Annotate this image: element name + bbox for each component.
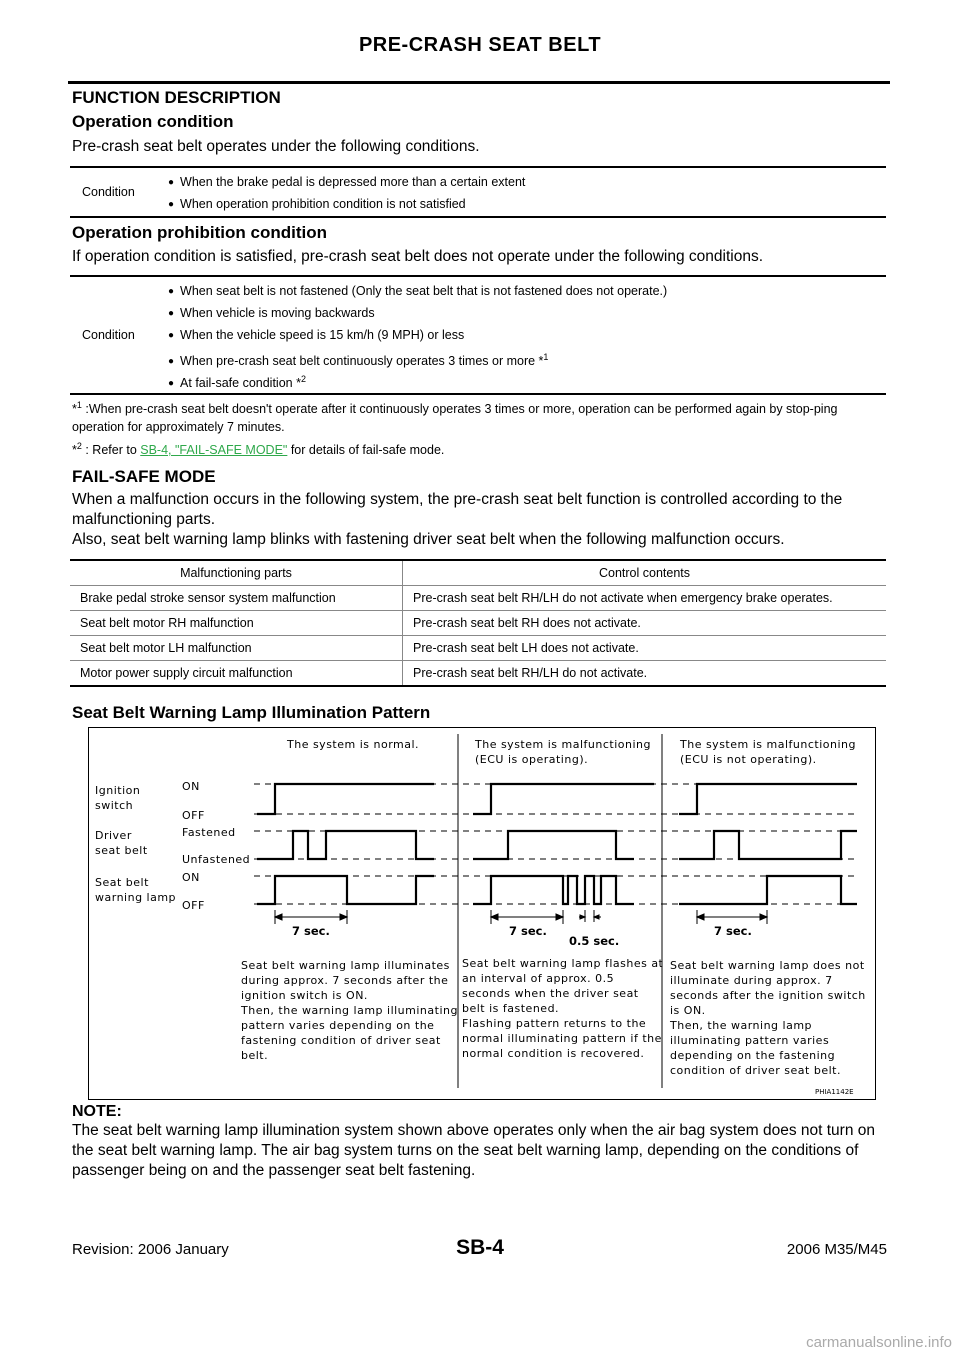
svg-text:is ON.: is ON. [670,1004,706,1017]
lamp-pattern-diagram [88,727,876,1100]
section-heading-fail-safe: FAIL-SAFE MODE [72,467,216,486]
lamp-waveform-normal [257,876,434,904]
table-row [70,586,886,611]
column-header: Malfunctioning parts [70,560,403,586]
prohibition-item: ● At fail-safe condition *$^2$ [168,368,886,390]
column-header-malf-notop-1: The system is malfunctioning [680,738,856,751]
svg-text:condition of driver seat belt.: condition of driver seat belt. [670,1064,841,1077]
lamp-waveform-malf-op [473,876,634,904]
ignition-waveform-malf-notop [679,784,857,814]
table-row [70,661,886,687]
timing-markers [275,910,767,924]
footer-model: 2006 M35/M45 [786,1241,887,1258]
row-label-lamp-2: warning lamp [95,891,177,904]
svg-text:during approx. 7 seconds after: during approx. 7 seconds after the [241,974,449,987]
table-cell: Seat belt motor LH malfunction [70,636,403,661]
row-label-ignition-2: switch [95,799,134,812]
footnote-1: *$^1$ :When pre-crash seat belt doesn't operate after it continuously operates 3 times or more, operation can be performed again by stop-ping operation for approximately 7 minutes. [72,400,838,435]
svg-text:normal condition is recovered.: normal condition is recovered. [462,1047,645,1060]
svg-text:depending on the fastening: depending on the fastening [670,1049,836,1062]
seatbelt-waveform-normal [257,831,434,859]
section-heading-function-description: FUNCTION DESCRIPTION [72,88,281,107]
column-header-malf-op-1: The system is malfunctioning [475,738,651,751]
row-label-driver-1: Driver [95,829,132,842]
timing-label: 7 sec. [509,924,547,938]
title-rule [68,81,890,84]
description-malf-notop [669,959,866,1077]
svg-text:seconds after the ignition swi: seconds after the ignition switch [670,989,866,1002]
state-label-unfastened: Unfastened [182,853,251,866]
state-label-off: OFF [182,809,205,822]
condition-label: Condition [82,185,135,199]
svg-text:fastening condition of driver: fastening condition of driver seat [241,1034,441,1047]
prohibition-item: ● When the vehicle speed is 15 km/h (9 MPH) or less [168,324,886,346]
seatbelt-waveform-malf-op [473,831,634,859]
table-cell: Pre-crash seat belt RH/LH do not activate when emergency brake operates. [403,586,887,611]
operation-condition-table [70,166,886,218]
prohibition-intro: If operation condition is satisfied, pre-crash seat belt does not operate under the following conditions. [72,248,764,265]
fail-safe-mode-link[interactable]: SB-4, "FAIL-SAFE MODE" [140,443,288,458]
table-row [70,611,886,636]
svg-text:Then, the warning lamp: Then, the warning lamp [670,1019,813,1032]
condition-item: ● When the brake pedal is depressed more than a certain extent [168,171,886,193]
svg-text:Seat belt warning lamp does no: Seat belt warning lamp does not [670,959,865,972]
svg-text:seconds when the driver seat: seconds when the driver seat [462,987,639,1000]
state-label-off: OFF [182,899,205,912]
svg-text:normal illuminating pattern if: normal illuminating pattern if the [462,1032,662,1045]
state-label-fastened: Fastened [182,826,236,839]
footer-revision: Revision: 2006 January [72,1241,229,1258]
ignition-waveform-normal [257,784,434,814]
condition-label: Condition [82,328,135,342]
table-cell: Pre-crash seat belt RH/LH do not activate. [413,666,648,680]
svg-text:pattern varies depending on th: pattern varies depending on the [241,1019,435,1032]
seatbelt-waveform-malf-notop [679,831,857,859]
svg-text:illuminate during approx. 7: illuminate during approx. 7 [670,974,833,987]
fail-safe-para-1: When a malfunction occurs in the following system, the pre-crash seat belt function is controlled according to the malfunctioning parts. [72,491,843,528]
state-label-on: ON [182,780,200,793]
operation-condition-intro: Pre-crash seat belt operates under the following conditions. [72,138,480,155]
svg-text:belt.: belt. [241,1049,269,1062]
prohibition-item: ● When vehicle is moving backwards [168,302,886,324]
column-header: Control contents [403,560,887,586]
svg-text:Flashing pattern returns to th: Flashing pattern returns to the [462,1017,647,1030]
table-row [70,636,886,661]
reference-lines [254,784,859,904]
svg-text:ignition switch is ON.: ignition switch is ON. [241,989,368,1002]
svg-text:Seat belt warning lamp illumin: Seat belt warning lamp illuminates [241,959,450,972]
footnote-2: *$^2$ : Refer to SB-4, "FAIL-SAFE MODE" for details of fail-safe mode. [72,441,445,458]
row-label-ignition-1: Ignition [95,784,141,797]
table-cell: Pre-crash seat belt RH does not activate. [403,611,887,636]
watermark: carmanualsonline.info [806,1334,952,1351]
prohibition-item: ● When seat belt is not fastened (Only the seat belt that is not fastened does not operate.) [168,280,886,302]
ignition-waveform-malf-op [473,784,654,814]
table-cell: Motor power supply circuit malfunction [70,661,403,687]
table-header-row [70,560,886,586]
prohibition-condition-table [70,275,886,395]
timing-label-flash: 0.5 sec. [569,934,620,948]
page-title: PRE-CRASH SEAT BELT [358,34,602,56]
subheading-lamp-pattern: Seat Belt Warning Lamp Illumination Pattern [72,703,431,722]
condition-item: ● When operation prohibition condition is not satisfied [168,193,886,215]
column-header-malf-op-2: (ECU is operating). [475,753,589,766]
timing-label: 7 sec. [292,924,330,938]
svg-text:illuminating pattern varies: illuminating pattern varies [670,1034,830,1047]
table-cell: Pre-crash seat belt LH does not activate. [403,636,887,661]
figure-code: PHIA1142E [815,1088,854,1096]
note-text: The seat belt warning lamp illumination system shown above operates only when the air bag system does not turn on the seat belt warning lamp. The air bag system turns on the seat belt warning lamp, depending on the conditions of passenger being on and the passenger seat belt fastening. [72,1122,875,1179]
prohibition-item: ● When pre-crash seat belt continuously operates 3 times or more *$^1$ [168,346,886,368]
fail-safe-table [70,559,886,687]
state-label-on: ON [182,871,200,884]
row-label-lamp-1: Seat belt [95,876,149,889]
row-label-driver-2: seat belt [95,844,148,857]
svg-text:an interval of approx. 0.5: an interval of approx. 0.5 [462,972,615,985]
timing-label: 7 sec. [714,924,752,938]
description-normal [240,959,458,1062]
svg-text:belt is fastened.: belt is fastened. [462,1002,560,1015]
fail-safe-para-2: Also, seat belt warning lamp blinks with fastening driver seat belt when the following malfunction occurs. [72,531,785,548]
column-header-malf-notop-2: (ECU is not operating). [680,753,817,766]
subheading-prohibition-condition: Operation prohibition condition [72,223,327,242]
description-malf-op [462,957,664,1060]
table-cell: Seat belt motor RH malfunction [70,611,403,636]
lamp-waveform-malf-notop [679,876,857,904]
svg-text:Seat belt warning lamp flashes: Seat belt warning lamp flashes at [462,957,664,970]
footer-page-code: SB-4 [456,1236,504,1259]
table-cell: Brake pedal stroke sensor system malfunction [70,586,403,611]
column-header-normal: The system is normal. [287,738,420,751]
note-label: NOTE: [72,1103,122,1120]
subheading-operation-condition: Operation condition [72,112,234,131]
timing-diagram [89,728,875,1099]
svg-text:Then, the warning lamp illumin: Then, the warning lamp illuminating [241,1004,458,1017]
